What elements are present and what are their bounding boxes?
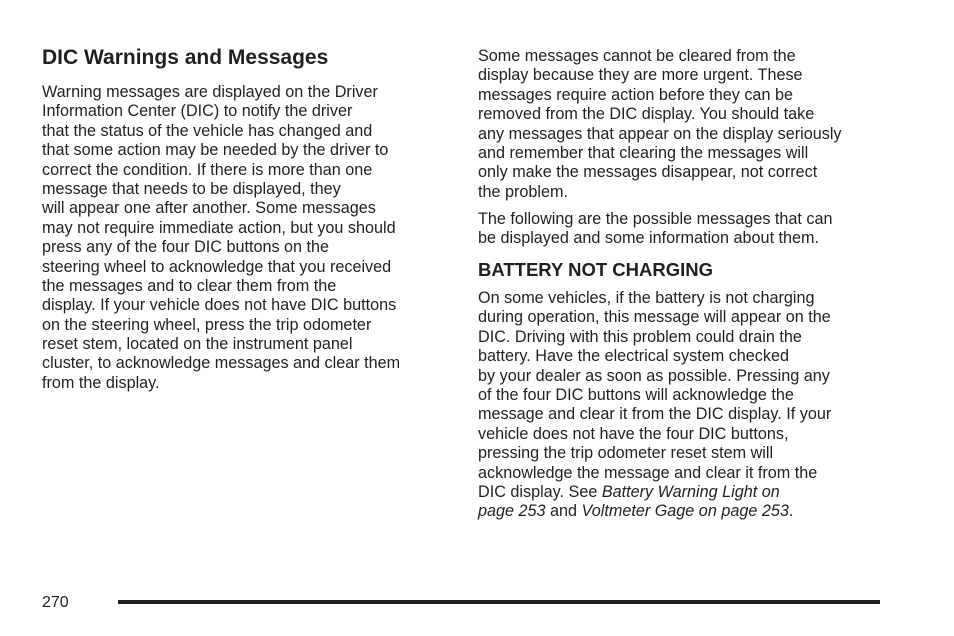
paragraph-line: message and clear it from the DIC display. If your xyxy=(478,405,832,424)
paragraph-line: cluster, to acknowledge messages and clear them xyxy=(42,354,401,373)
voltmeter-gage-reference[interactable]: Voltmeter Gage on page 253 xyxy=(581,502,789,521)
paragraph-line: On some vehicles, if the battery is not charging xyxy=(478,289,815,307)
paragraph-line: display because they are more urgent. These xyxy=(478,66,803,85)
paragraph-line: Some messages cannot be cleared from the xyxy=(478,47,796,65)
paragraph-line: vehicle does not have the four DIC buttons, xyxy=(478,424,789,443)
paragraph-line: Warning messages are displayed on the Driver xyxy=(42,83,378,101)
paragraph-line: the problem. xyxy=(478,182,568,201)
paragraph-line: reset stem, located on the instrument panel xyxy=(42,335,353,354)
paragraph-line: that the status of the vehicle has changed and xyxy=(42,121,373,140)
paragraph-line: steering wheel to acknowledge that you received xyxy=(42,257,392,276)
paragraph-line: correct the condition. If there is more than one xyxy=(42,160,373,179)
paragraph-line: the messages and to clear them from the xyxy=(42,276,337,295)
paragraph-line: removed from the DIC display. You should take xyxy=(478,105,815,124)
paragraph-line: press any of the four DIC buttons on the xyxy=(42,238,330,257)
paragraph-line: during operation, this message will appear on the xyxy=(478,308,831,327)
possible-messages-paragraph xyxy=(478,210,833,249)
paragraph-line: only make the messages disappear, not correct xyxy=(478,163,818,182)
paragraph-line: messages require action before they can be xyxy=(478,85,793,104)
paragraph-line: pressing the trip odometer reset stem will xyxy=(478,444,774,463)
paragraph-line: that some action may be needed by the driver to xyxy=(42,141,389,160)
battery-not-charging-paragraph xyxy=(478,289,831,522)
section-title: DIC Warnings and Messages xyxy=(42,46,329,69)
see-also-line-2: page 253 and Voltmeter Gage on page 253. xyxy=(478,502,794,521)
paragraph-line: may not require immediate action, but you should xyxy=(42,218,396,237)
paragraph-line: acknowledge the message and clear it from the xyxy=(478,463,818,482)
battery-not-charging-heading: BATTERY NOT CHARGING xyxy=(478,259,714,280)
paragraph-line: any messages that appear on the display seriously xyxy=(478,124,842,143)
paragraph-line: and remember that clearing the messages will xyxy=(478,143,809,162)
paragraph-line: be displayed and some information about them. xyxy=(478,229,820,248)
urgent-messages-paragraph xyxy=(478,47,842,202)
battery-warning-light-reference[interactable]: Battery Warning Light on xyxy=(601,482,780,501)
paragraph-line: display. If your vehicle does not have DIC buttons xyxy=(42,296,397,315)
paragraph-line: DIC. Driving with this problem could drain the xyxy=(478,327,802,346)
paragraph-line: from the display. xyxy=(42,373,160,392)
paragraph-line: of the four DIC buttons will acknowledge the xyxy=(478,385,794,404)
paragraph-line: on the steering wheel, press the trip odometer xyxy=(42,315,372,334)
paragraph-line: battery. Have the electrical system checked xyxy=(478,347,789,366)
intro-paragraph xyxy=(42,83,400,393)
page-number: 270 xyxy=(42,594,69,611)
see-also-line: DIC display. See Battery Warning Light on xyxy=(478,482,780,501)
battery-warning-light-page-reference[interactable]: page 253 xyxy=(478,502,546,521)
paragraph-line: by your dealer as soon as possible. Pressing any xyxy=(478,366,830,385)
paragraph-line: will appear one after another. Some messages xyxy=(42,199,376,218)
paragraph-line: The following are the possible messages that can xyxy=(478,210,833,228)
footer-divider xyxy=(118,600,880,604)
paragraph-line: Information Center (DIC) to notify the driver xyxy=(42,102,353,121)
paragraph-line: message that needs to be displayed, they xyxy=(42,179,341,198)
